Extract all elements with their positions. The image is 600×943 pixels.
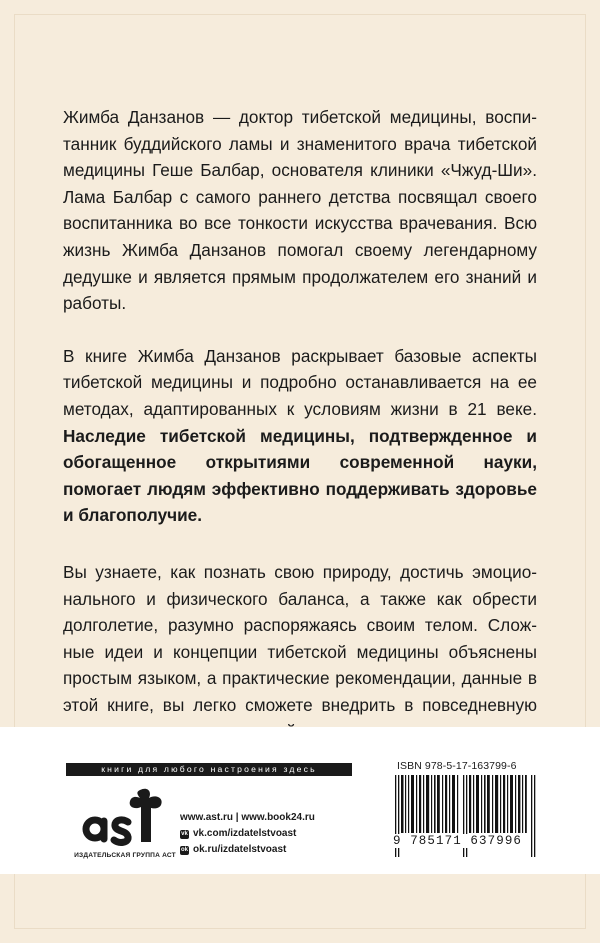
publisher-tagline: книги для любого настроения здесь <box>66 763 352 776</box>
ok-link[interactable]: ok.ru/izdatelstvoast <box>193 844 287 855</box>
vk-link[interactable]: vk.com/izdatelstvoast <box>193 828 297 839</box>
websites-text[interactable]: www.ast.ru | www.book24.ru <box>180 812 315 823</box>
ok-line[interactable] <box>180 842 315 858</box>
isbn-number: ISBN 978-5-17-163799-6 <box>397 760 517 772</box>
description-highlight: Наследие тибетской медицины, подтвержденное и обогащенное открытиями современной науки, помогает людям эффективно поддерживать здоровье и благополучие. <box>63 425 537 526</box>
author-bio-paragraph: Жимба Данзанов — доктор тибетской медицины, воспитанник буддийского ламы и знаменитого врача тибетской медицины Геше Балбар, основателя клиники «Чжуд-Ши». Лама Балбар с самого раннего детства посвящал своего воспитанника во все тонкости искусства врачевания. Всю жизнь Жимба Данзанов помогал своему легендарному дедушке и является прямым продолжателем его знаний и работы. <box>63 107 537 314</box>
description-text: В книге Жимба Данзанов раскрывает базовые аспекты тибетской медицины и подробно останавливается на ее методах, адаптированных к условиям жизни в 21 веке. <box>63 345 537 419</box>
websites-line[interactable] <box>180 810 315 826</box>
vk-line[interactable] <box>180 826 315 842</box>
ast-logo <box>78 785 178 850</box>
back-cover-text <box>63 104 537 771</box>
book-description-paragraph <box>63 343 537 529</box>
publisher-label: ИЗДАТЕЛЬСКАЯ ГРУППА АСТ <box>74 852 176 859</box>
ok-icon: ok <box>180 846 188 853</box>
vk-icon: vk <box>181 830 188 837</box>
barcode-digits: 9 785171 637996 <box>393 834 523 848</box>
benefits-paragraph: Вы узнаете, как познать свою природу, достичь эмоционального и физического баланса, а также как обрести долголетие, разумно распоряжаясь своим телом. Сложные идеи и концепции тибетской медицины объяснены простым языком, а практические рекомендации, данные в этой книге, вы легко сможете внедрить в повседневную <box>63 561 537 715</box>
publisher-contacts <box>180 810 315 858</box>
